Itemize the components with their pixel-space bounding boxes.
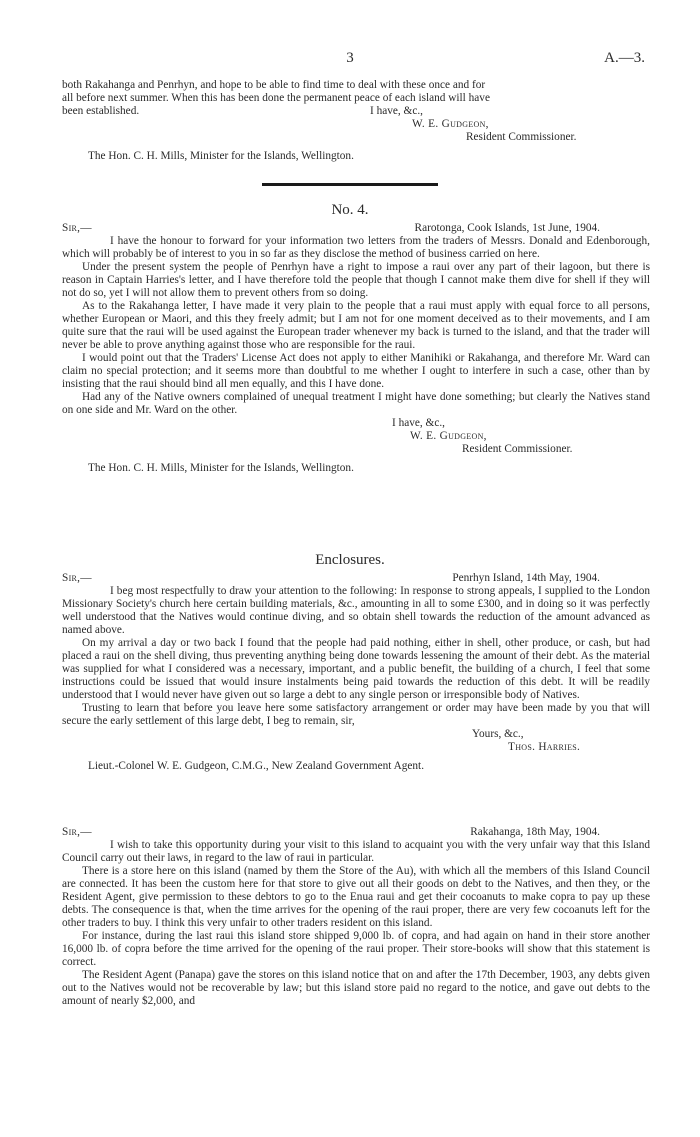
section-divider	[262, 183, 438, 186]
addressee: Lieut.-Colonel W. E. Gudgeon, C.M.G., New Zealand Government Agent.	[88, 760, 425, 772]
paragraph: There is a store here on this island (named by them the Store of the Au), with which all the members of this Island Council are connected. It has been the custom here for that store to give out all their goods on debt to the Natives, and then they, or the Resident Agent, give permission to these debtors to go to the Enua raui and get their cocoanuts to make copra to pay up these debts. The consequence is that, when the time arrives for the opening of the raui proper, there are very few cocoanuts left for the other traders to buy. I think this very unfair to other traders resident on this island.	[62, 865, 650, 929]
opening-signature: W. E. Gudgeon,	[412, 118, 489, 130]
closing: Yours, &c.,	[472, 728, 524, 740]
signature: Thos. Harries.	[508, 741, 581, 753]
salutation: Sir,—	[62, 222, 92, 234]
enclosures-heading: Enclosures.	[315, 552, 385, 568]
paragraph: Trusting to learn that before you leave here some satisfactory arrangement or order may have been made by you that will secure the early settlement of this large debt, I beg to remain, sir,	[62, 702, 650, 727]
paragraph: I wish to take this opportunity during your visit to this island to acquaint you with the very unfair way that this Island Council carry out their laws, in regard to the law of raui in particular.	[62, 839, 650, 864]
opening-last-line	[62, 105, 650, 118]
paragraph: For instance, during the last raui this island store shipped 9,000 lb. of copra, and had again on hand in their store another 16,000 lb. of copra before the time arrived for the opening of the raui proper. Their store-books will show that this statement is correct.	[62, 930, 650, 968]
signature: W. E. Gudgeon,	[410, 430, 487, 442]
paragraph: Under the present system the people of Penrhyn have a right to impose a raui over any part of their lagoon, but there is reason in Captain Harries's letter, and I have therefore told the people that though I cannot make them dive for shell if they will not do so, yet I will not allow them to prevent others from so doing.	[62, 261, 650, 299]
paragraph: I have the honour to forward for your information two letters from the traders of Messrs. Donald and Edenborough, which will probably be of interest to you in so far as they disclose the method of business carried on here.	[62, 235, 650, 260]
opening-closing: I have, &c.,	[370, 105, 424, 117]
letter-no4-heading: No. 4.	[331, 202, 369, 218]
enclosure-letter-2	[62, 826, 650, 1008]
opening-title: Resident Commissioner.	[466, 131, 577, 143]
paragraph: The Resident Agent (Panapa) gave the stores on this island notice that on and after the 17th December, 1903, any debts given out to the Natives would not be recoverable by law; but this island store paid no regard to the notice, and gave out debts to the amount of nearly $2,000, and	[62, 969, 650, 1007]
opening-line-3: been established.	[62, 105, 140, 117]
addressee: The Hon. C. H. Mills, Minister for the Islands, Wellington.	[88, 462, 354, 474]
paragraph: As to the Rakahanga letter, I have made it very plain to the people that a raui must apply with equal force to all persons, whether European or Maori, and this they freely admit; but I am not for one moment deceived as to their movements, and I am quite sure that the raui will be used against the European trader whenever my back is turned to the island, and that the trader will never be able to prove anything against those who are responsible for the raui.	[62, 300, 650, 351]
place-date: Penrhyn Island, 14th May, 1904.	[452, 572, 600, 584]
opening-line-1: both Rakahanga and Penrhyn, and hope to be able to find time to deal with these once and for	[62, 79, 486, 91]
paragraph: I beg most respectfully to draw your attention to the following: In response to strong appeals, I supplied to the London Missionary Society's church here certain building materials, &c., amounting in all to some £300, and in doing so it was perfectly well understood that the Natives would continue diving, and so obtain shell towards the reduction of the amount advanced as named above.	[62, 585, 650, 636]
paragraph: On my arrival a day or two back I found that the people had paid nothing, either in shell, other produce, or cash, but had placed a raui on the shell diving, thus preventing anything being done towards lessening the amount of their debt. As the material was supplied for what I considered was a necessary, important, and a public benefit, the building of a church, I feel that some instructions could be issued that would insure instalments being paid towards the reduction of this debt. It will be readily understood that I would never have given out so large a debt to any single person or irresponsible body of Natives.	[62, 637, 650, 701]
opening-line-2: all before next summer. When this has been done the permanent peace of each island will have	[62, 92, 490, 104]
closing: I have, &c.,	[392, 417, 446, 429]
opening-letter-end	[62, 79, 650, 163]
paragraph: Had any of the Native owners complained of unequal treatment I might have done something; but clearly the Natives stand on one side and Mr. Ward on the other.	[62, 391, 650, 416]
opening-addressee: The Hon. C. H. Mills, Minister for the Islands, Wellington.	[88, 150, 354, 162]
place-date: Rakahanga, 18th May, 1904.	[470, 826, 600, 838]
salutation: Sir,—	[62, 826, 92, 838]
page-number: 3	[346, 50, 354, 66]
signature-title: Resident Commissioner.	[462, 443, 573, 455]
document-reference: A.—3.	[604, 50, 645, 66]
paragraph: I would point out that the Traders' License Act does not apply to either Manihiki or Rakahanga, and therefore Mr. Ward can claim no special protection; and it seems more than doubtful to me whether I ought to interfere in such a case, other than by insisting that the raui should bind all men equally, and this I have done.	[62, 352, 650, 390]
place-date: Rarotonga, Cook Islands, 1st June, 1904.	[414, 222, 600, 234]
letter-no4	[62, 222, 650, 475]
salutation: Sir,—	[62, 572, 92, 584]
enclosure-letter-1	[62, 572, 650, 773]
